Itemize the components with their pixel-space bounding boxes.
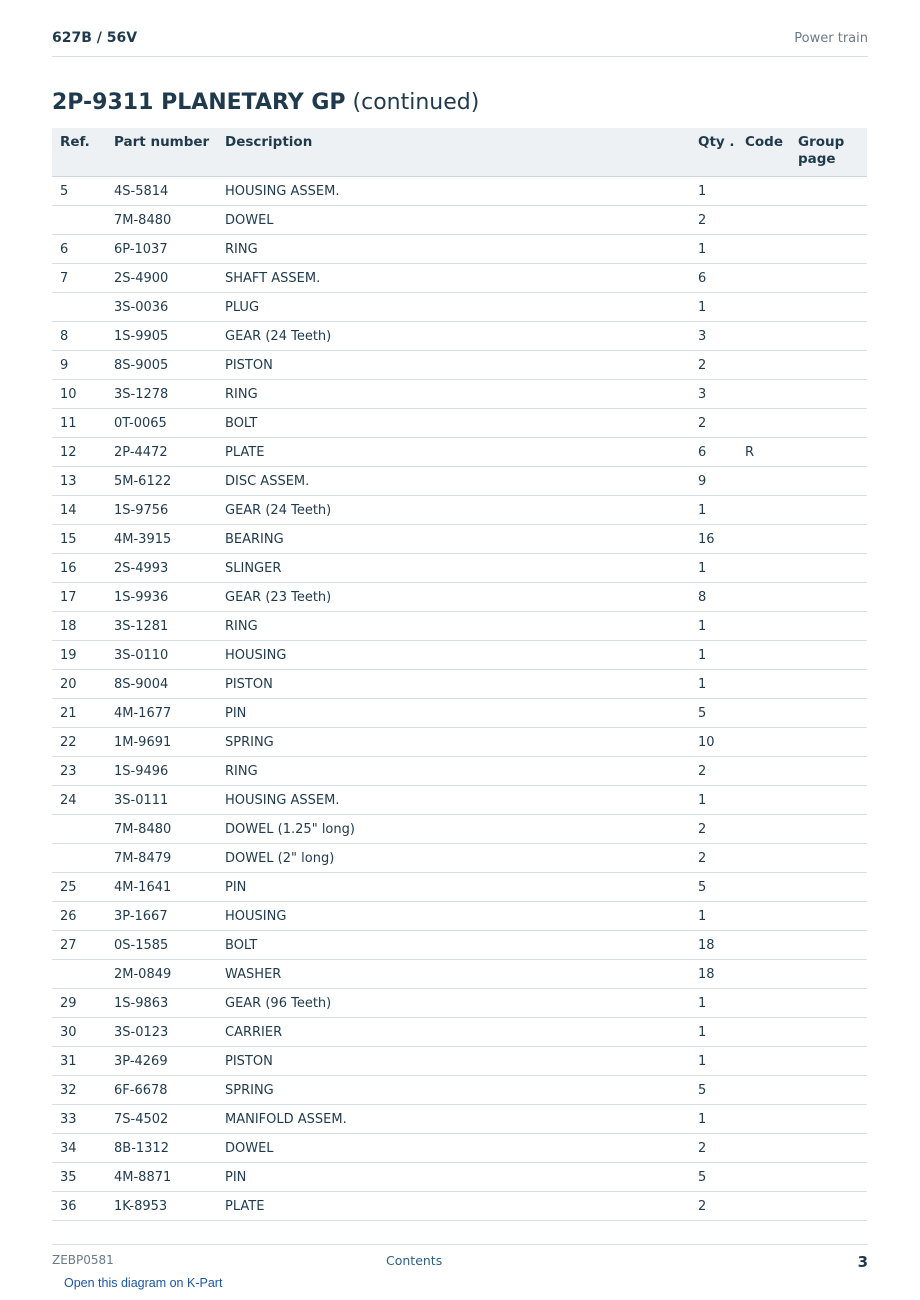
- description-cell: BOLT: [221, 409, 694, 438]
- ref-cell: 10: [52, 380, 110, 409]
- col-header-description: Description: [221, 128, 694, 177]
- table-row: [52, 612, 867, 641]
- ref-cell: 13: [52, 467, 110, 496]
- part-number-cell: 8S-9005: [110, 351, 221, 380]
- ref-cell: 14: [52, 496, 110, 525]
- code-cell: [741, 1076, 794, 1105]
- code-cell: [741, 264, 794, 293]
- group-page-cell: [794, 206, 867, 235]
- qty-cell: 1: [694, 786, 741, 815]
- table-row: [52, 699, 867, 728]
- description-cell: BOLT: [221, 931, 694, 960]
- qty-cell: 1: [694, 496, 741, 525]
- group-page-cell: [794, 1018, 867, 1047]
- qty-cell: 1: [694, 670, 741, 699]
- table-row: [52, 844, 867, 873]
- group-page-cell: [794, 1076, 867, 1105]
- group-page-cell: [794, 1134, 867, 1163]
- part-number-cell: 7M-8479: [110, 844, 221, 873]
- code-cell: [741, 351, 794, 380]
- code-cell: [741, 1047, 794, 1076]
- code-cell: [741, 641, 794, 670]
- code-cell: [741, 293, 794, 322]
- part-number-cell: 8B-1312: [110, 1134, 221, 1163]
- table-row: [52, 380, 867, 409]
- part-number-cell: 0S-1585: [110, 931, 221, 960]
- group-page-cell: [794, 815, 867, 844]
- ref-cell: 6: [52, 235, 110, 264]
- description-cell: BEARING: [221, 525, 694, 554]
- part-number-cell: 2M-0849: [110, 960, 221, 989]
- code-cell: [741, 844, 794, 873]
- group-page-cell: [794, 322, 867, 351]
- table-row: [52, 1192, 867, 1221]
- document-id: ZEBP0581: [52, 1253, 114, 1267]
- part-number-cell: 0T-0065: [110, 409, 221, 438]
- qty-cell: 2: [694, 757, 741, 786]
- group-page-cell: [794, 438, 867, 467]
- qty-cell: 5: [694, 873, 741, 902]
- ref-cell: 18: [52, 612, 110, 641]
- col-header-group-page-label: Group page: [798, 134, 845, 167]
- table-row: [52, 583, 867, 612]
- ref-cell: 21: [52, 699, 110, 728]
- ref-cell: 22: [52, 728, 110, 757]
- description-cell: RING: [221, 757, 694, 786]
- qty-cell: 1: [694, 989, 741, 1018]
- part-number-cell: 1S-9496: [110, 757, 221, 786]
- code-cell: [741, 989, 794, 1018]
- group-page-cell: [794, 786, 867, 815]
- code-cell: [741, 525, 794, 554]
- table-row: [52, 1076, 867, 1105]
- group-page-cell: [794, 583, 867, 612]
- ref-cell: 16: [52, 554, 110, 583]
- ref-cell: 17: [52, 583, 110, 612]
- part-number-cell: 3S-0036: [110, 293, 221, 322]
- code-cell: R: [741, 438, 794, 467]
- ref-cell: 24: [52, 786, 110, 815]
- page-number: 3: [857, 1253, 868, 1271]
- code-cell: [741, 757, 794, 786]
- description-cell: GEAR (24 Teeth): [221, 496, 694, 525]
- code-cell: [741, 380, 794, 409]
- title-suffix: (continued): [352, 90, 480, 115]
- table-row: [52, 206, 867, 235]
- description-cell: GEAR (24 Teeth): [221, 322, 694, 351]
- description-cell: PIN: [221, 699, 694, 728]
- group-page-cell: [794, 960, 867, 989]
- page-header: [52, 28, 868, 57]
- ref-cell: [52, 960, 110, 989]
- page-title: [52, 90, 479, 115]
- col-header-part-number: Part number: [110, 128, 221, 177]
- table-row: [52, 1163, 867, 1192]
- table-row: [52, 264, 867, 293]
- group-page-cell: [794, 380, 867, 409]
- qty-cell: 2: [694, 1192, 741, 1221]
- part-number-cell: 4S-5814: [110, 177, 221, 206]
- parts-table: [52, 128, 867, 1221]
- code-cell: [741, 554, 794, 583]
- ref-cell: 11: [52, 409, 110, 438]
- qty-cell: 2: [694, 409, 741, 438]
- description-cell: SHAFT ASSEM.: [221, 264, 694, 293]
- group-page-cell: [794, 351, 867, 380]
- part-number-cell: 7M-8480: [110, 815, 221, 844]
- qty-cell: 6: [694, 438, 741, 467]
- group-page-cell: [794, 264, 867, 293]
- qty-cell: 1: [694, 641, 741, 670]
- ref-cell: [52, 815, 110, 844]
- table-row: [52, 1134, 867, 1163]
- ref-cell: 29: [52, 989, 110, 1018]
- part-number-cell: 6P-1037: [110, 235, 221, 264]
- group-page-cell: [794, 1163, 867, 1192]
- ref-cell: 26: [52, 902, 110, 931]
- code-cell: [741, 583, 794, 612]
- code-cell: [741, 177, 794, 206]
- parts-table-body: [52, 177, 867, 1221]
- group-page-cell: [794, 1105, 867, 1134]
- description-cell: RING: [221, 235, 694, 264]
- ref-cell: 20: [52, 670, 110, 699]
- col-header-ref: Ref.: [52, 128, 110, 177]
- description-cell: PLUG: [221, 293, 694, 322]
- group-page-cell: [794, 728, 867, 757]
- group-page-cell: [794, 525, 867, 554]
- part-number-cell: 3P-1667: [110, 902, 221, 931]
- ref-cell: 35: [52, 1163, 110, 1192]
- table-header-row: [52, 128, 867, 177]
- code-cell: [741, 206, 794, 235]
- qty-cell: 3: [694, 322, 741, 351]
- table-row: [52, 960, 867, 989]
- code-cell: [741, 815, 794, 844]
- code-cell: [741, 496, 794, 525]
- table-row: [52, 786, 867, 815]
- qty-cell: 2: [694, 815, 741, 844]
- table-row: [52, 815, 867, 844]
- description-cell: DOWEL (2" long): [221, 844, 694, 873]
- ref-cell: 31: [52, 1047, 110, 1076]
- description-cell: PLATE: [221, 1192, 694, 1221]
- group-page-cell: [794, 757, 867, 786]
- code-cell: [741, 1018, 794, 1047]
- description-cell: RING: [221, 612, 694, 641]
- table-row: [52, 554, 867, 583]
- code-cell: [741, 322, 794, 351]
- group-page-cell: [794, 989, 867, 1018]
- col-header-code: Code: [741, 128, 794, 177]
- col-header-group-page: [794, 128, 867, 177]
- description-cell: DOWEL (1.25" long): [221, 815, 694, 844]
- ref-cell: [52, 844, 110, 873]
- qty-cell: 1: [694, 235, 741, 264]
- code-cell: [741, 699, 794, 728]
- table-row: [52, 902, 867, 931]
- qty-cell: 2: [694, 351, 741, 380]
- col-header-qty: [694, 128, 741, 177]
- page-footer: [52, 1244, 868, 1275]
- qty-cell: 1: [694, 177, 741, 206]
- qty-cell: 1: [694, 612, 741, 641]
- group-page-cell: [794, 1192, 867, 1221]
- table-row: [52, 728, 867, 757]
- ref-cell: 7: [52, 264, 110, 293]
- part-number-cell: 3S-0110: [110, 641, 221, 670]
- group-page-cell: [794, 467, 867, 496]
- description-cell: RING: [221, 380, 694, 409]
- group-page-cell: [794, 293, 867, 322]
- ref-cell: 33: [52, 1105, 110, 1134]
- qty-cell: 1: [694, 902, 741, 931]
- ref-cell: 27: [52, 931, 110, 960]
- description-cell: SLINGER: [221, 554, 694, 583]
- part-number-cell: 1M-9691: [110, 728, 221, 757]
- group-page-cell: [794, 873, 867, 902]
- part-number-cell: 4M-8871: [110, 1163, 221, 1192]
- qty-cell: 2: [694, 206, 741, 235]
- qty-cell: 1: [694, 554, 741, 583]
- open-diagram-kpart-link[interactable]: Open this diagram on K-Part: [64, 1276, 223, 1290]
- group-page-cell: [794, 699, 867, 728]
- code-cell: [741, 612, 794, 641]
- code-cell: [741, 873, 794, 902]
- part-number-cell: 7M-8480: [110, 206, 221, 235]
- qty-cell: 3: [694, 380, 741, 409]
- part-number-cell: 3P-4269: [110, 1047, 221, 1076]
- group-page-cell: [794, 612, 867, 641]
- group-page-cell: [794, 844, 867, 873]
- description-cell: PISTON: [221, 1047, 694, 1076]
- table-row: [52, 1018, 867, 1047]
- part-number-cell: 1K-8953: [110, 1192, 221, 1221]
- code-cell: [741, 1163, 794, 1192]
- table-row: [52, 757, 867, 786]
- description-cell: WASHER: [221, 960, 694, 989]
- qty-cell: 16: [694, 525, 741, 554]
- table-row: [52, 467, 867, 496]
- description-cell: HOUSING ASSEM.: [221, 177, 694, 206]
- qty-cell: 1: [694, 1047, 741, 1076]
- part-number-cell: 2P-4472: [110, 438, 221, 467]
- group-page-cell: [794, 641, 867, 670]
- code-cell: [741, 728, 794, 757]
- table-row: [52, 873, 867, 902]
- part-number-cell: 3S-1278: [110, 380, 221, 409]
- qty-cell: 5: [694, 1163, 741, 1192]
- code-cell: [741, 931, 794, 960]
- table-row: [52, 496, 867, 525]
- description-cell: HOUSING: [221, 902, 694, 931]
- ref-cell: 34: [52, 1134, 110, 1163]
- code-cell: [741, 1192, 794, 1221]
- part-number-cell: 8S-9004: [110, 670, 221, 699]
- code-cell: [741, 786, 794, 815]
- group-page-cell: [794, 496, 867, 525]
- group-page-cell: [794, 902, 867, 931]
- code-cell: [741, 902, 794, 931]
- contents-link[interactable]: Contents: [386, 1253, 443, 1268]
- description-cell: PISTON: [221, 670, 694, 699]
- description-cell: GEAR (96 Teeth): [221, 989, 694, 1018]
- group-page-cell: [794, 554, 867, 583]
- table-row: [52, 235, 867, 264]
- qty-cell: 2: [694, 844, 741, 873]
- qty-cell: 5: [694, 699, 741, 728]
- table-row: [52, 322, 867, 351]
- ref-cell: 25: [52, 873, 110, 902]
- description-cell: MANIFOLD ASSEM.: [221, 1105, 694, 1134]
- ref-cell: 9: [52, 351, 110, 380]
- part-number-cell: 3S-1281: [110, 612, 221, 641]
- part-number-cell: 1S-9905: [110, 322, 221, 351]
- part-number-cell: 7S-4502: [110, 1105, 221, 1134]
- description-cell: SPRING: [221, 1076, 694, 1105]
- model-label: 627B / 56V: [52, 30, 138, 46]
- table-row: [52, 351, 867, 380]
- ref-cell: 15: [52, 525, 110, 554]
- description-cell: CARRIER: [221, 1018, 694, 1047]
- part-number-cell: 6F-6678: [110, 1076, 221, 1105]
- code-cell: [741, 409, 794, 438]
- qty-cell: 1: [694, 293, 741, 322]
- description-cell: HOUSING ASSEM.: [221, 786, 694, 815]
- part-number-cell: 3S-0111: [110, 786, 221, 815]
- group-page-cell: [794, 670, 867, 699]
- description-cell: PIN: [221, 1163, 694, 1192]
- group-page-cell: [794, 177, 867, 206]
- ref-cell: [52, 206, 110, 235]
- part-number-cell: 1S-9863: [110, 989, 221, 1018]
- part-number-cell: 4M-1677: [110, 699, 221, 728]
- part-number-cell: 2S-4993: [110, 554, 221, 583]
- group-title: 2P-9311 PLANETARY GP: [52, 90, 346, 115]
- ref-cell: 32: [52, 1076, 110, 1105]
- code-cell: [741, 670, 794, 699]
- qty-cell: 9: [694, 467, 741, 496]
- part-number-cell: 1S-9756: [110, 496, 221, 525]
- code-cell: [741, 235, 794, 264]
- table-row: [52, 409, 867, 438]
- ref-cell: 36: [52, 1192, 110, 1221]
- description-cell: DOWEL: [221, 1134, 694, 1163]
- qty-cell: 5: [694, 1076, 741, 1105]
- table-row: [52, 1105, 867, 1134]
- group-page-cell: [794, 931, 867, 960]
- description-cell: DISC ASSEM.: [221, 467, 694, 496]
- part-number-cell: 3S-0123: [110, 1018, 221, 1047]
- description-cell: GEAR (23 Teeth): [221, 583, 694, 612]
- description-cell: PLATE: [221, 438, 694, 467]
- table-row: [52, 525, 867, 554]
- code-cell: [741, 1134, 794, 1163]
- table-row: [52, 641, 867, 670]
- ref-cell: 30: [52, 1018, 110, 1047]
- part-number-cell: 5M-6122: [110, 467, 221, 496]
- col-header-qty-label: Qty .: [698, 134, 735, 150]
- part-number-cell: 1S-9936: [110, 583, 221, 612]
- part-number-cell: 4M-1641: [110, 873, 221, 902]
- table-row: [52, 989, 867, 1018]
- qty-cell: 18: [694, 960, 741, 989]
- description-cell: HOUSING: [221, 641, 694, 670]
- code-cell: [741, 960, 794, 989]
- code-cell: [741, 467, 794, 496]
- qty-cell: 10: [694, 728, 741, 757]
- qty-cell: 18: [694, 931, 741, 960]
- table-row: [52, 931, 867, 960]
- ref-cell: 8: [52, 322, 110, 351]
- table-row: [52, 670, 867, 699]
- description-cell: PISTON: [221, 351, 694, 380]
- description-cell: SPRING: [221, 728, 694, 757]
- table-row: [52, 177, 867, 206]
- ref-cell: 23: [52, 757, 110, 786]
- section-label: Power train: [794, 31, 868, 46]
- group-page-cell: [794, 409, 867, 438]
- table-row: [52, 293, 867, 322]
- qty-cell: 1: [694, 1018, 741, 1047]
- group-page-cell: [794, 235, 867, 264]
- qty-cell: 8: [694, 583, 741, 612]
- description-cell: PIN: [221, 873, 694, 902]
- qty-cell: 6: [694, 264, 741, 293]
- ref-cell: 12: [52, 438, 110, 467]
- qty-cell: 2: [694, 1134, 741, 1163]
- table-row: [52, 1047, 867, 1076]
- part-number-cell: 4M-3915: [110, 525, 221, 554]
- description-cell: DOWEL: [221, 206, 694, 235]
- table-row: [52, 438, 867, 467]
- ref-cell: [52, 293, 110, 322]
- qty-cell: 1: [694, 1105, 741, 1134]
- part-number-cell: 2S-4900: [110, 264, 221, 293]
- group-page-cell: [794, 1047, 867, 1076]
- code-cell: [741, 1105, 794, 1134]
- ref-cell: 19: [52, 641, 110, 670]
- ref-cell: 5: [52, 177, 110, 206]
